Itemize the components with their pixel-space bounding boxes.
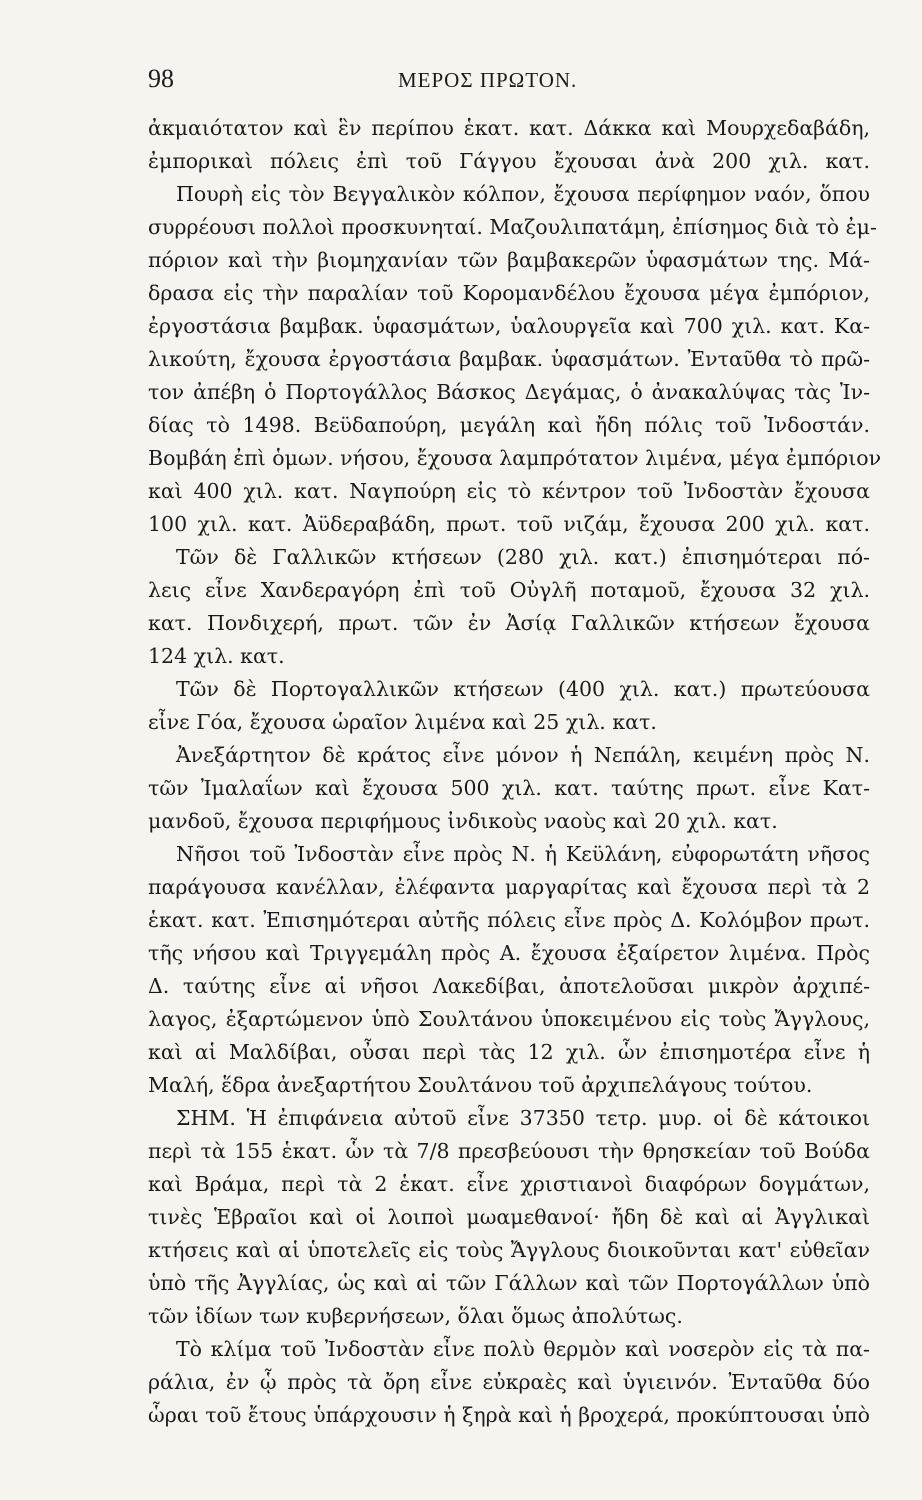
page-header [148, 64, 870, 104]
text-line: λεις εἶνε Χανδεραγόρη ἐπὶ τοῦ Οὐγλῆ ποταμοῦ, ἔχουσα 32 χιλ. [148, 578, 870, 602]
body-text [148, 112, 882, 1432]
text-line: καὶ Βράμα, περὶ τὰ 2 ἑκατ. εἶνε χριστιανοὶ διαφόρων δογμάτων, [148, 1172, 870, 1196]
text-line: ἐμπορικαὶ πόλεις ἐπὶ τοῦ Γάγγου ἔχουσαι ἀνὰ 200 χιλ. κατ. [148, 149, 870, 173]
text-line: τον ἀπέβη ὁ Πορτογάλλος Βάσκος Δεγάμας, ὁ ἀνακαλύψας τὰς Ἰν- [148, 380, 870, 404]
running-head: ΜΕΡΟΣ ΠΡΩΤΟΝ. [398, 68, 578, 92]
text-line: περὶ τὰ 155 ἑκατ. ὧν τὰ 7/8 πρεσβεύουσι τὴν θρησκείαν τοῦ Βούδα [148, 1139, 870, 1163]
text-line: ἑκατ. κατ. Ἐπισημότεραι αὐτῆς πόλεις εἶνε πρὸς Δ. Κολόμβον πρωτ. [148, 908, 870, 932]
text-line: συρρέουσι πολλοὶ προσκυνηταί. Μαζουλιπατάμη, ἐπίσημος διὰ τὸ ἐμ- [148, 215, 877, 239]
text-line: τῆς νήσου καὶ Τριγγεμάλη πρὸς Α. ἔχουσα ἐξαίρετον λιμένα. Πρὸς [148, 941, 870, 965]
text-line: τῶν Ἰμαλαΐων καὶ ἔχουσα 500 χιλ. κατ. ταύτης πρωτ. εἶνε Κατ- [148, 776, 870, 800]
text-line: Νῆσοι τοῦ Ἰνδοστὰν εἶνε πρὸς Ν. ἡ Κεϋλάνη, εὐφορωτάτη νῆσος [176, 842, 870, 866]
text-line: δίας τὸ 1498. Βεϋδαπούρη, μεγάλη καὶ ἤδη πόλις τοῦ Ἰνδοστάν. [148, 413, 870, 437]
text-line: κτήσεις καὶ αἱ ὑποτελεῖς εἰς τοὺς Ἄγγλους διοικοῦνται κατ' εὐθεῖαν [148, 1238, 870, 1262]
text-line: ΣΗΜ. Ἡ ἐπιφάνεια αὐτοῦ εἶνε 37350 τετρ. μυρ. οἱ δὲ κάτοικοι [176, 1106, 870, 1130]
text-line: Τῶν δὲ Πορτογαλλικῶν κτήσεων (400 χιλ. κατ.) πρωτεύουσα [176, 677, 870, 701]
text-line: 124 χιλ. κατ. [148, 644, 285, 668]
text-line: Δ. ταύτης εἶνε αἱ νῆσοι Λακεδίβαι, ἀποτελοῦσαι μικρὸν ἀρχιπέ- [148, 974, 870, 998]
text-line: λαγος, ἐξαρτώμενον ὑπὸ Σουλτάνου ὑποκειμένου εἰς τοὺς Ἄγγλους, [148, 1007, 870, 1031]
text-line: καὶ αἱ Μαλδίβαι, οὖσαι περὶ τὰς 12 χιλ. ὧν ἐπισημοτέρα εἶνε ἡ [148, 1040, 870, 1064]
text-line: ὑπὸ τῆς Ἀγγλίας, ὡς καὶ αἱ τῶν Γάλλων καὶ τῶν Πορτογάλλων ὑπὸ [148, 1271, 870, 1295]
text-line: παράγουσα κανέλλαν, ἐλέφαντα μαργαρίτας καὶ ἔχουσα περὶ τὰ 2 [148, 875, 870, 899]
text-line: Ἀνεξάρτητον δὲ κράτος εἶνε μόνον ἡ Νεπάλη, κειμένη πρὸς Ν. [176, 743, 870, 767]
text-line: ἐργοστάσια βαμβακ. ὑφασμάτων, ὑαλουργεῖα καὶ 700 χιλ. κατ. Κα- [148, 314, 870, 338]
text-line: τινὲς Ἑβραῖοι καὶ οἱ λοιποὶ μωαμεθανοί· ἤδη δὲ καὶ αἱ Ἀγγλικαὶ [148, 1205, 870, 1229]
page-number: 98 [148, 64, 174, 93]
text-line: λικούτη, ἔχουσα ἐργοστάσια βαμβακ. ὑφασμάτων. Ἐνταῦθα τὸ πρῶ- [148, 347, 870, 371]
text-line: μανδοῦ, ἔχουσα περιφήμους ἰνδικοὺς ναοὺς καὶ 20 χιλ. κατ. [148, 809, 778, 833]
text-line: τῶν ἰδίων των κυβερνήσεων, ὅλαι ὅμως ἀπολύτως. [148, 1304, 683, 1328]
text-line: ἀκμαιότατον καὶ ἓν περίπου ἑκατ. κατ. Δάκκα καὶ Μουρχεδαβάδη, [148, 116, 870, 140]
text-line: ράλια, ἐν ᾧ πρὸς τὰ ὄρη εἶνε εὐκραὲς καὶ ὑγιεινόν. Ἐνταῦθα δύο [148, 1370, 870, 1394]
text-line: εἶνε Γόα, ἔχουσα ὡραῖον λιμένα καὶ 25 χιλ. κατ. [148, 710, 657, 734]
text-line: Τὸ κλίμα τοῦ Ἰνδοστὰν εἶνε πολὺ θερμὸν καὶ νοσερὸν εἰς τὰ πα- [176, 1337, 870, 1361]
text-line: Βομβάη ἐπὶ ὁμων. νήσου, ἔχουσα λαμπρότατον λιμένα, μέγα ἐμπόριον [148, 446, 882, 470]
book-page [148, 64, 882, 1432]
text-line: Τῶν δὲ Γαλλικῶν κτήσεων (280 χιλ. κατ.) ἐπισημότεραι πό- [176, 545, 870, 569]
text-line: καὶ 400 χιλ. κατ. Ναγπούρη εἰς τὸ κέντρον τοῦ Ἰνδοστὰν ἔχουσα [148, 479, 870, 503]
text-line: κατ. Πονδιχερή, πρωτ. τῶν ἐν Ἀσίᾳ Γαλλικῶν κτήσεων ἔχουσα [148, 611, 870, 635]
text-line: πόριον καὶ τὴν βιομηχανίαν τῶν βαμβακερῶν ὑφασμάτων της. Μά- [148, 248, 870, 272]
text-line: Πουρὴ εἰς τὸν Βεγγαλικὸν κόλπον, ἔχουσα περίφημον ναόν, ὅπου [176, 182, 870, 206]
text-line: Μαλή, ἕδρα ἀνεξαρτήτου Σουλτάνου τοῦ ἀρχιπελάγους τούτου. [148, 1073, 813, 1097]
text-line: δρασα εἰς τὴν παραλίαν τοῦ Κορομανδέλου ἔχουσα μέγα ἐμπόριον, [148, 281, 870, 305]
text-line: 100 χιλ. κατ. Ἀϋδεραβάδη, πρωτ. τοῦ νιζάμ, ἔχουσα 200 χιλ. κατ. [148, 512, 870, 536]
text-line: ὧραι τοῦ ἔτους ὑπάρχουσιν ἡ ξηρὰ καὶ ἡ βροχερά, προκύπτουσαι ὑπὸ [148, 1403, 870, 1427]
